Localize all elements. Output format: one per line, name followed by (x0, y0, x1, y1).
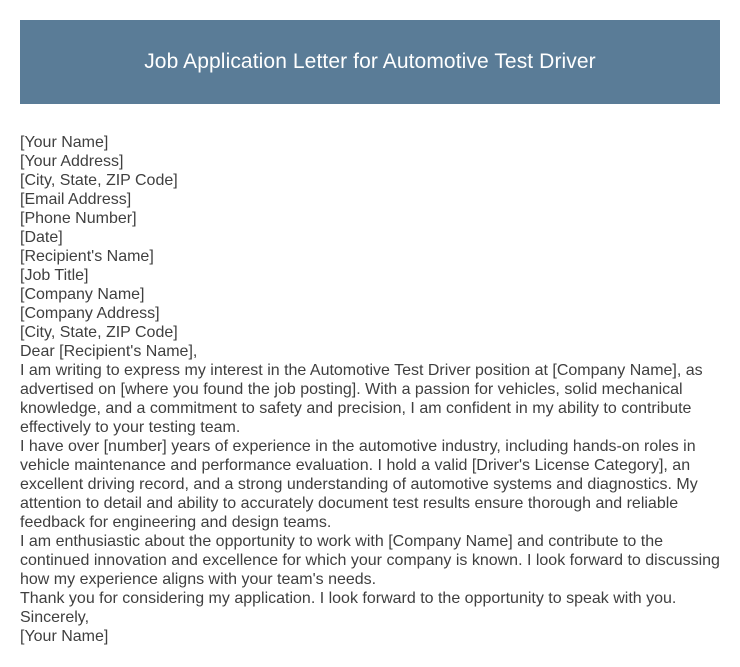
sender-email: [Email Address] (20, 191, 132, 208)
recipient-company-address: [Company Address] (20, 305, 160, 322)
signature-name: [Your Name] (20, 628, 109, 645)
closing: Sincerely, (20, 609, 90, 626)
letter-date: [Date] (20, 229, 63, 246)
recipient-company-name: [Company Name] (20, 286, 145, 303)
sender-name: [Your Name] (20, 134, 109, 151)
paragraph-enthusiasm: I am enthusiastic about the opportunity to work with [Company Name] and contribute to the continued innovation and excellence for which your company is known. I look forward to discussing how my experience aligns with your team's needs. (20, 533, 720, 588)
page-title: Job Application Letter for Automotive Test Driver (144, 50, 596, 73)
paragraph-experience: I have over [number] years of experience in the automotive industry, including hands-on roles in vehicle maintenance and performance evaluation. I hold a valid [Driver's License Category], an excellent driving record, and a strong understanding of automotive systems and diagnostics. My attention to detail and ability to accurately document test results ensure thorough and reliable feedback for engineering and design teams. (20, 438, 698, 531)
paragraph-introduction: I am writing to express my interest in the Automotive Test Driver position at [Company Name], as advertised on [where you found the job posting]. With a passion for vehicles, solid mechanical knowledge, and a commitment to safety and precision, I am confident in my ability to contribute effectively to your testing team. (20, 362, 703, 436)
sender-address: [Your Address] (20, 153, 124, 170)
letter-header-banner (20, 20, 720, 104)
recipient-city-state-zip: [City, State, ZIP Code] (20, 324, 178, 341)
letter-body (20, 133, 720, 646)
recipient-name: [Recipient's Name] (20, 248, 154, 265)
sender-city-state-zip: [City, State, ZIP Code] (20, 172, 178, 189)
recipient-job-title: [Job Title] (20, 267, 89, 284)
sender-phone: [Phone Number] (20, 210, 137, 227)
salutation: Dear [Recipient's Name], (20, 343, 198, 360)
paragraph-thanks: Thank you for considering my application. I look forward to the opportunity to speak with you. (20, 590, 677, 607)
